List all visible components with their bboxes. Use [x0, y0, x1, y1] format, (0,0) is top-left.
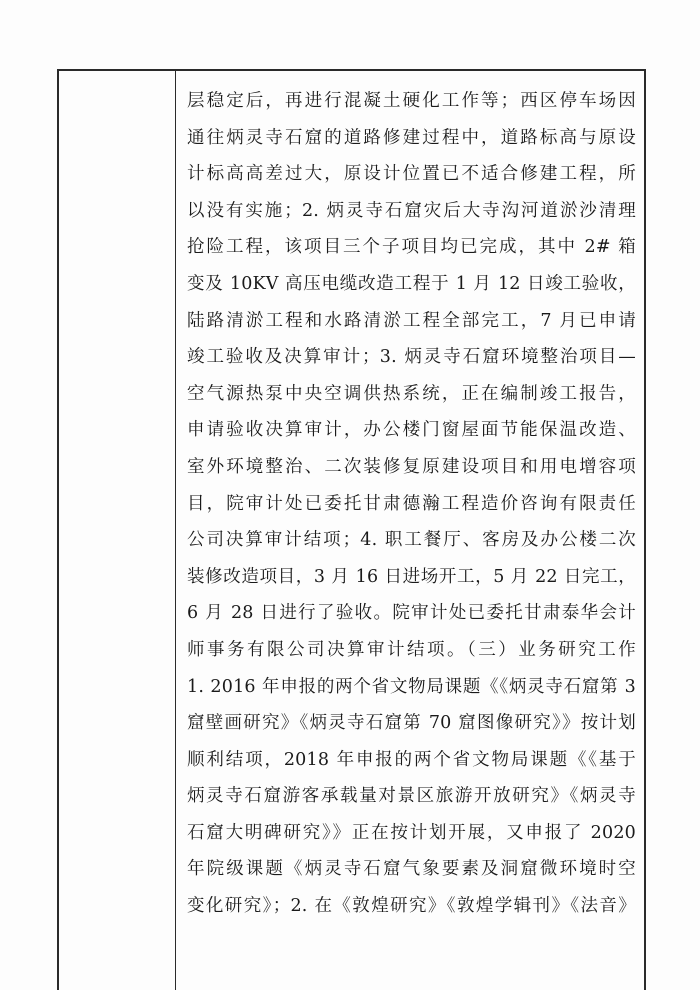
text-line: 装修改造项目，3 月 16 日进场开工，5 月 22 日完工， — [187, 566, 636, 587]
text-line: 师事务有限公司决算审计结项。（三）业务研究工作 — [187, 639, 636, 660]
form-table — [57, 69, 646, 990]
text-line: 抢险工程，该项目三个子项目均已完成，其中 2# 箱 — [187, 237, 636, 258]
text-line: 顺利结项，2018 年申报的两个省文物局课题《《基于 — [187, 749, 636, 770]
text-line: 层稳定后，再进行混凝土硬化工作等；西区停车场因 — [187, 91, 636, 111]
text-line: 变化研究》；2. 在《敦煌研究》《敦煌学辑刊》《法音》 — [187, 896, 636, 917]
text-line: 年院级课题《炳灵寺石窟气象要素及洞窟微环境时空 — [187, 859, 636, 880]
text-line: 1. 2016 年申报的两个省文物局课题《《炳灵寺石窟第 3 — [187, 676, 636, 697]
text-line: 陆路清淤工程和水路清淤工程全部完工，7 月已申请 — [187, 310, 636, 331]
text-line: 目，院审计处已委托甘肃德瀚工程造价咨询有限责任 — [187, 493, 636, 514]
text-line: 室外环境整治、二次装修复原建设项目和用电增容项 — [187, 456, 636, 477]
text-line: 申请验收决算审计，办公楼门窗屋面节能保温改造、 — [187, 420, 636, 441]
text-line: 空气源热泵中央空调供热系统，正在编制竣工报告， — [187, 383, 636, 404]
text-line: 石窟大明碑研究》》正在按计划开展，又申报了 2020 — [187, 822, 636, 843]
text-line: 以没有实施；2. 炳灵寺石窟灾后大寺沟河道淤沙清理 — [187, 200, 636, 221]
body-text — [187, 83, 636, 925]
text-line: 公司决算审计结项；4. 职工餐厅、客房及办公楼二次 — [187, 530, 636, 551]
table-content-column — [176, 71, 644, 990]
text-line: 6 月 28 日进行了验收。院审计处已委托甘肃泰华会计 — [187, 603, 636, 624]
text-line: 计标高高差过大，原设计位置已不适合修建工程，所 — [187, 164, 636, 185]
table-label-column — [59, 71, 176, 990]
text-line: 变及 10KV 高压电缆改造工程于 1 月 12 日竣工验收， — [187, 273, 636, 294]
text-line: 竣工验收及决算审计；3. 炳灵寺石窟环境整治项目— — [187, 347, 636, 368]
text-line: 通往炳灵寺石窟的道路修建过程中，道路标高与原设 — [187, 127, 636, 148]
text-line: 炳灵寺石窟游客承载量对景区旅游开放研究》《炳灵寺 — [187, 786, 636, 807]
text-line: 窟壁画研究》《炳灵寺石窟第 70 窟图像研究》》按计划 — [187, 713, 636, 734]
